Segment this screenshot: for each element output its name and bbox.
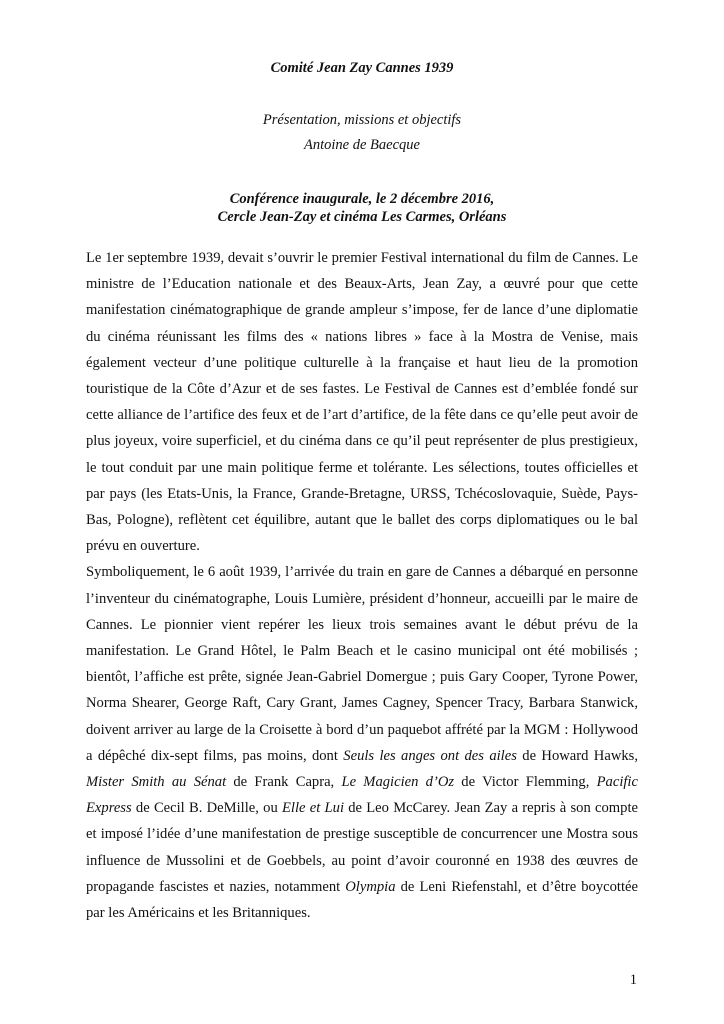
p2-text-b: de Howard Hawks,	[516, 747, 638, 764]
document-author: Antoine de Baecque	[304, 137, 420, 153]
film-title-6: Olympia	[345, 878, 396, 895]
p2-text-f: de Leo McCarey. Jean Zay a repris à son compte et imposé l’idée d’une manifestation de prestige susceptible de concurrencer une Mostra sous influence de Mussolini et de Goebbels, au point d’avoir couronné en 1938 des œuvres de propagande fascistes et nazies, notamment	[86, 800, 638, 895]
p2-text-d: de Victor Flemming,	[454, 774, 597, 791]
film-title-4: Pacific Express	[86, 774, 638, 817]
film-title-5: Elle et Lui	[282, 800, 344, 817]
page-number: 1	[629, 972, 637, 988]
p2-text-c: de Frank Capra,	[226, 774, 342, 791]
document-title: Comité Jean Zay Cannes 1939	[270, 60, 454, 76]
conference-heading	[0, 190, 724, 226]
conference-line-2: Cercle Jean-Zay et cinéma Les Carmes, Orléans	[217, 209, 507, 225]
document-body	[86, 245, 638, 926]
p2-text-e: de Cecil B. DeMille, ou	[131, 800, 282, 817]
document-subtitle: Présentation, missions et objectifs	[262, 112, 462, 128]
film-title-2: Mister Smith au Sénat	[86, 774, 227, 791]
paragraph-1: Le 1er septembre 1939, devait s’ouvrir le premier Festival international du film de Cannes. Le ministre de l’Education nationale et des Beaux-Arts, Jean Zay, a œuvré pour que cette manifestation cinématographique de grande ampleur s’impose, fer de lance d’une diplomatie du cinéma réunissant les films des « nations libres » face à la Mostra de Venise, mais également vecteur d’une politique culturelle à la française et haut lieu de la promotion touristique de la Côte d’Azur et de ses fastes. Le Festival de Cannes est d’emblée fondé sur cette alliance de l’artifice des feux et de l’art d’artifice, de la fête dans ce qu’elle peut avoir de plus joyeux, voire superficiel, et du cinéma dans ce qu’il peut représenter de plus prestigieux, le tout conduit par une main politique ferme et tolérante. Les sélections, toutes officielles et par pays (les Etats-Unis, la France, Grande-Bretagne, URSS, Tchécoslovaquie, Suède, Pays-Bas, Pologne), reflètent cet équilibre, autant que le ballet des corps diplomatiques ou le bal prévu en ouverture.	[86, 250, 638, 555]
film-title-3: Le Magicien d’Oz	[341, 774, 455, 791]
paragraph-2	[86, 559, 638, 926]
film-title-1: Seuls les anges ont des ailes	[343, 747, 517, 764]
p2-text-a: Symboliquement, le 6 août 1939, l’arrivée du train en gare de Cannes a débarqué en personne l’inventeur du cinématographe, Louis Lumière, président d’honneur, accueilli par le maire de Cannes. Le pionnier vient repérer les lieux trois semaines avant le début prévu de la manifestation. Le Grand Hôtel, le Palm Beach et le casino municipal ont été mobilisés ; bientôt, l’affiche est prête, signée Jean-Gabriel Domergue ; puis Gary Cooper, Tyrone Power, Norma Shearer, George Raft, Cary Grant, James Cagney, Spencer Tracy, Barbara Stanwick, doivent arriver au large de la Croisette à bord d’un paquebot affrété par la MGM : Hollywood a dépêché dix-sept films, pas moins, dont	[86, 564, 638, 764]
p2-text-g: de Leni Riefenstahl, et d’être boycottée par les Américains et les Britanniques.	[86, 878, 638, 922]
conference-line-1: Conférence inaugurale, le 2 décembre 2016,	[229, 191, 495, 207]
